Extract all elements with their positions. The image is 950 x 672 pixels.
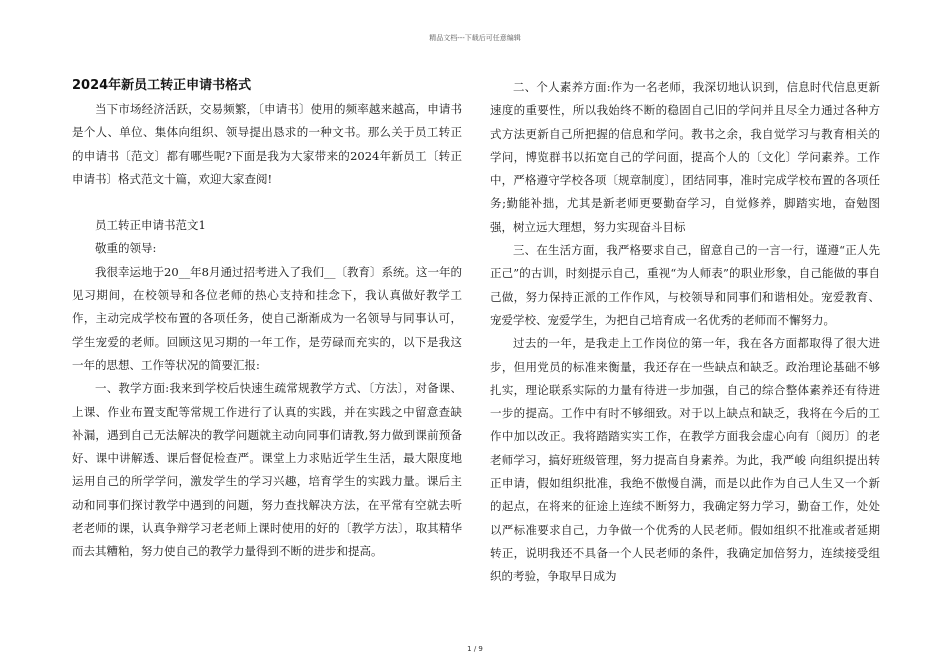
page-number: 1 / 9 bbox=[467, 645, 483, 653]
body-paragraph-4: 三、在生活方面，我严格要求自己，留意自己的一言一行，谨遵“正人先正己”的古训，时刻提示自己，重视“为人师表”的职业形象，自己能做的事自己做，努力保持正派的工作作风，与校领导和同事们和谐相处。宠爱教育、宠爱学校、宠爱学生，为把自己培育成一名优秀的老师而不懈努力。 bbox=[490, 243, 880, 327]
section-title: 员工转正申请书范文1 bbox=[95, 218, 206, 233]
body-paragraph-5: 过去的一年，是我走上工作岗位的第一年，我在各方面都取得了很大进步，但用党员的标准来衡量，我还存在一些缺点和缺乏。政治理论基础不够扎实，理论联系实际的力量有待进一步加强，自己的综合整体素养还有待进一步的提高。工作中有时不够细致。对于以上缺点和缺乏，我将在今后的工作中加以改正。我将踏踏实实工作，在教学方面我会虚心向有〔阅历〕的老老师学习，搞好班级管理，努力提高自身素养。为此，我严峻 向组织提出转正申请，假如组织批准，我绝不傲慢自满，而是以此作为自己人生又一个新的起点，在将来的征途上连续不断努力，我确定努力学习，勤奋工作，处处以严标准要求自己，力争做一个优秀的人民老师。假如组织不批准或者延期转正，说明我还不具备一个人民老师的条件，我确定加倍努力，连续接受组织的考验，争取早日成为 bbox=[490, 336, 880, 584]
document-title: 2024年新员工转正申请书格式 bbox=[72, 78, 252, 93]
left-column bbox=[72, 76, 462, 564]
body-paragraph-2: 一、教学方面:我来到学校后快速生疏常规教学方式、〔方法〕，对备课、上课、作业布置支配等常规工作进行了认真的实践，并在实践之中留意查缺补漏，遇到自己无法解决的教学问题就主动向同事们请教,努力做到课前预备好、课中讲解透、课后督促检查严。课堂上力求贴近学生生活，最大限度地运用自己的所学学问，激发学生的学习兴趣，培育学生的实践力量。课后主动和同事们探讨教学中遇到的问题，努力查找解决方法，在平常有空就去听老老师的课，认真争辩学习老老师上课时使用的好的〔教学方法〕，取其精华而去其糟粕，努力使自己的教学力量得到不断的进步和提高。 bbox=[72, 381, 462, 559]
spacer bbox=[72, 191, 462, 214]
body-paragraph-1: 我很幸运地于20__年8月通过招考进入了我们__〔教育〕系统。这一年的见习期间，在校领导和各位老师的热心支持和挂念下，我认真做好教学工作，主动完成学校布置的各项任务，使自己渐渐成为一名领导与同事认可，学生宠爱的老师。回顾这见习期的一年工作，是劳碌而充实的，以下是我这一年的思想、工作等状况的简要汇报: bbox=[72, 264, 462, 372]
page-header: 精品文档---下载后可任意编辑 bbox=[429, 34, 521, 42]
intro-paragraph: 当下市场经济活跃，交易频繁，〔申请书〕使用的频率越来越高，申请书是个人、单位、集体向组织、领导提出恳求的一种文书。那么关于员工转正的申请书〔范文〕都有哪些呢?下面是我为大家带来的2024年新员工〔转正申请书〕格式范文十篇，欢迎大家查阅! bbox=[72, 102, 462, 186]
right-column bbox=[490, 76, 880, 589]
body-paragraph-3: 二、个人素养方面:作为一名老师，我深切地认识到，信息时代信息更新速度的重要性，所以我始终不断的稳固自己旧的学问并且尽全力通过各种方式方法更新自己所把握的信息和学问。教书之余，我自觉学习与教育相关的学问，博览群书以拓宽自己的学问面，提高个人的〔文化〕学问素养。工作中，严格遵守学校各项〔规章制度〕，团结同事，准时完成学校布置的各项任务;勤能补拙，尤其是新老师更要勤奋学习，自觉修养，脚踏实地，奋勉图强，树立远大理想，努力实现奋斗目标 bbox=[490, 80, 880, 234]
salutation: 敬重的领导: bbox=[95, 241, 157, 256]
